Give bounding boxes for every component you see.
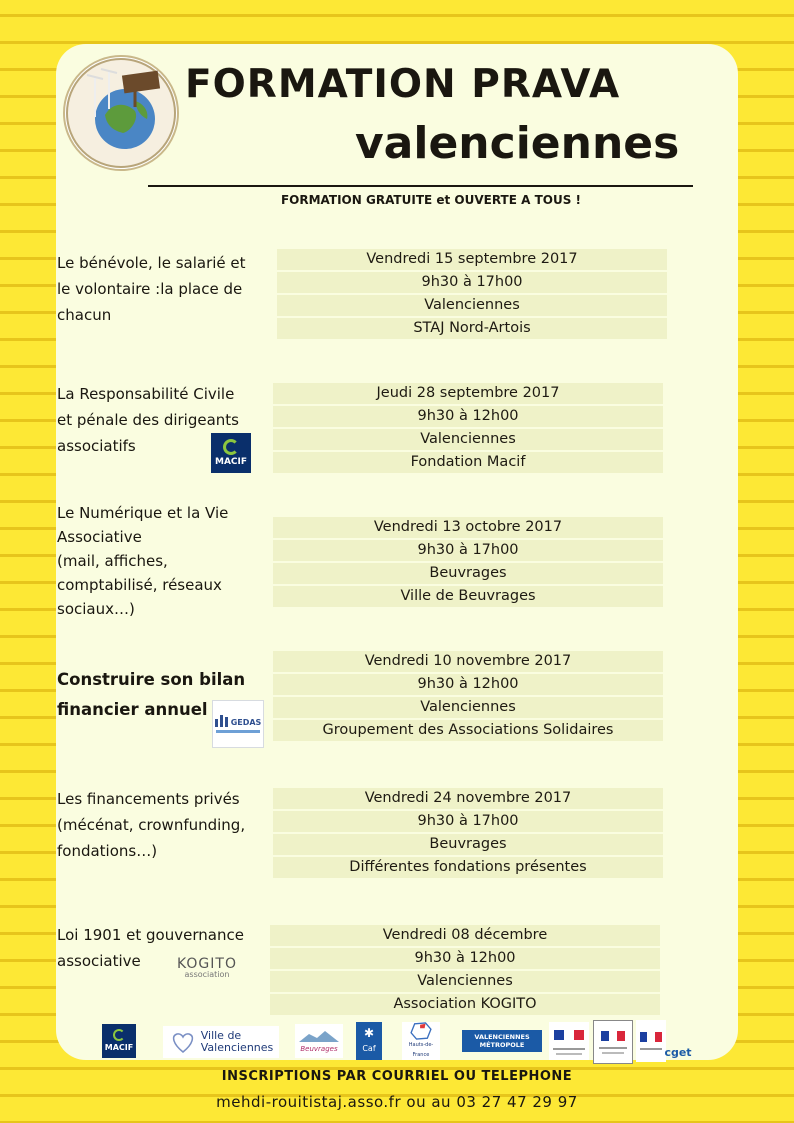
session-title-line: Construire son bilan [57,670,246,689]
french-flag-icon [640,1032,662,1044]
footer-beuvrages-text: Beuvrages [300,1045,338,1053]
footer-valenciennes-metropole-logo [462,1030,542,1052]
session-place: Beuvrages [273,563,663,584]
globe-icon [65,57,177,169]
session-title-line: comptabilisé, réseaux [57,576,222,594]
gedas-logo-text: GEDAS [230,718,262,727]
session-organizer: Association KOGITO [270,994,660,1015]
session-organizer: Différentes fondations présentes [273,857,663,878]
session-title [57,501,228,621]
session-date: Vendredi 08 décembre [270,925,660,946]
session-place: Valenciennes [277,295,667,316]
footer-cget-logo [662,1046,694,1060]
star-icon: ✱ [363,1026,375,1040]
gedas-logo [212,700,264,748]
footer-beuvrages-logo [295,1024,343,1058]
french-flag-icon [554,1028,584,1044]
footer-republique-logo-1 [549,1022,589,1060]
session-time: 9h30 à 12h00 [270,948,660,969]
kogito-logo-subtext: association [184,969,230,979]
session-details [273,383,663,475]
heart-icon [169,1030,197,1054]
session-title [57,786,245,864]
session-date: Jeudi 28 septembre 2017 [273,383,663,404]
session-organizer: Ville de Beuvrages [273,586,663,607]
footer-macif-logo [102,1024,136,1058]
session-place: Valenciennes [273,429,663,450]
macif-logo-text: MACIF [214,457,248,467]
footer-hauts-de-france-logo [402,1022,440,1060]
footer-contact-line: mehdi-rouitistaj.asso.fr ou au 03 27 47 29 97 [216,1093,578,1111]
session-title-line: financier annuel [57,700,208,719]
footer-valenciennes-logo [163,1026,279,1058]
session-place: Valenciennes [270,971,660,992]
session-organizer: Groupement des Associations Solidaires [273,720,663,741]
session-time: 9h30 à 17h00 [273,540,663,561]
session-time: 9h30 à 17h00 [273,811,663,832]
footer-macif-text: MACIF [104,1043,134,1052]
session-title-line: La Responsabilité Civile [57,385,235,403]
footer-hauts-de-france-text: Hauts-de-France [408,1042,434,1058]
session-title-line: et pénale des dirigeants [57,411,239,429]
session-title-line: Associative [57,528,142,546]
page-title-line2: valenciennes [355,118,680,169]
footer-caf-logo [356,1022,382,1060]
title-divider [148,185,693,187]
session-date: Vendredi 15 septembre 2017 [277,249,667,270]
footer-valenciennes-text-1: Ville de [200,1029,242,1042]
session-details [273,517,663,609]
session-place: Beuvrages [273,834,663,855]
footer-registration-heading: INSCRIPTIONS PAR COURRIEL OU TELEPHONE [221,1069,573,1084]
session-title-line: Loi 1901 et gouvernance [57,926,244,944]
session-title-line: fondations…) [57,842,158,860]
gedas-bars-icon [215,715,228,727]
session-title-line: chacun [57,306,112,324]
session-organizer: Fondation Macif [273,452,663,473]
session-organizer: STAJ Nord-Artois [277,318,667,339]
session-title-line: Les financements privés [57,790,240,808]
macif-logo [211,433,251,473]
session-time: 9h30 à 12h00 [273,406,663,427]
session-place: Valenciennes [273,697,663,718]
macif-swirl-icon [223,439,239,455]
session-date: Vendredi 24 novembre 2017 [273,788,663,809]
staj-logo [63,55,179,171]
session-date: Vendredi 10 novembre 2017 [273,651,663,672]
session-time: 9h30 à 12h00 [273,674,663,695]
session-details [273,788,663,880]
session-time: 9h30 à 17h00 [277,272,667,293]
session-title-line: associatifs [57,437,136,455]
macif-swirl-icon [113,1029,125,1041]
session-title-line: (mécénat, crownfunding, [57,816,246,834]
footer-caf-text: Caf [362,1044,376,1053]
french-flag-icon [601,1031,625,1043]
footer-valenciennes-metropole-text: VALENCIENNES MÉTROPOLE [474,1033,530,1049]
session-title-line: le volontaire :la place de [57,280,243,298]
session-details [277,249,667,341]
landscape-icon [299,1028,339,1044]
page-subtitle: FORMATION GRATUITE et OUVERTE A TOUS ! [280,193,582,207]
session-title-line: (mail, affiches, [57,552,168,570]
footer-valenciennes-text-2: Valenciennes [200,1041,274,1054]
france-map-icon [408,1022,434,1040]
footer-republique-logo-2 [593,1020,633,1064]
session-date: Vendredi 13 octobre 2017 [273,517,663,538]
session-title-line: Le Numérique et la Vie [57,504,229,522]
footer-cget-text: cget [664,1046,692,1059]
session-title-line: associative [57,952,141,970]
session-details [273,651,663,743]
session-title [57,250,246,328]
session-title-line: sociaux…) [57,600,135,618]
kogito-logo [170,952,244,982]
session-details [270,925,660,1017]
page-title-line1: FORMATION PRAVA [185,62,621,107]
kogito-logo-text: KOGITO [177,955,237,972]
session-title-line: Le bénévole, le salarié et [57,254,246,272]
